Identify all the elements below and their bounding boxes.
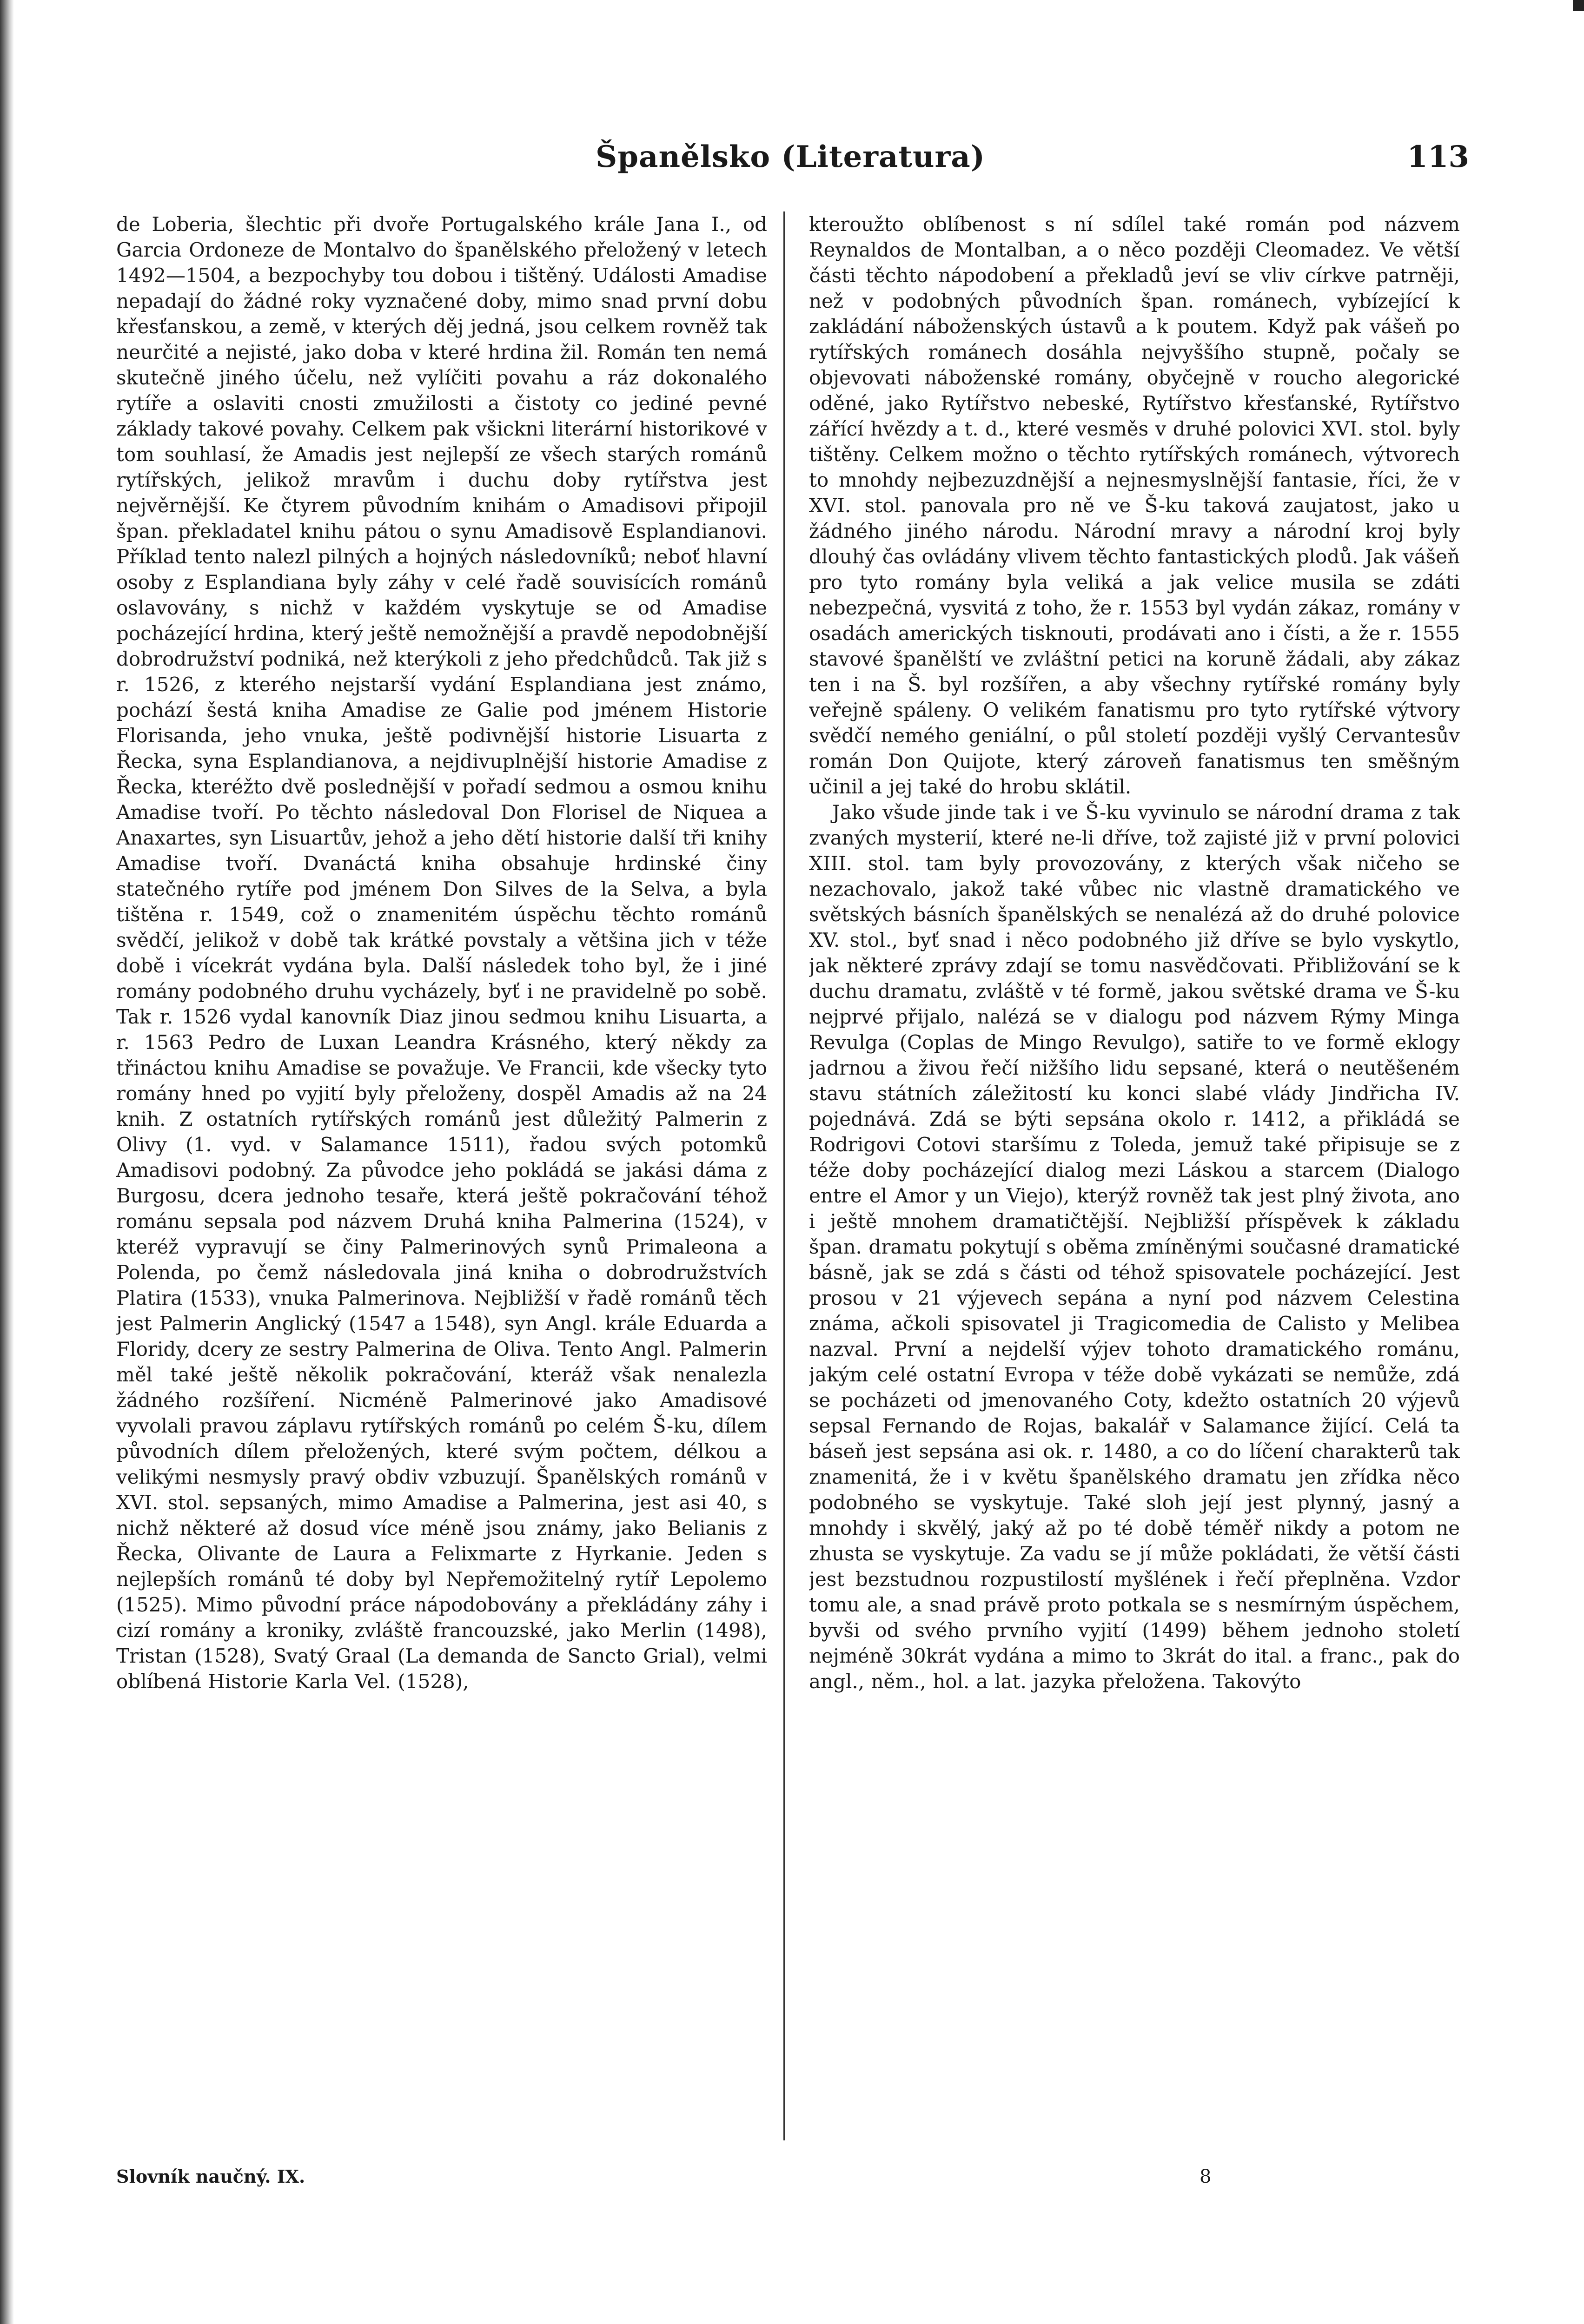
right-paragraph: Jako všude jinde tak i ve Š-ku vyvinulo se národní drama z tak zvaných mysterií, které ne-li dříve, tož zajisté již v první polovici XIII. stol. tam byly provozovány, z kterých však ničeho se nezachovalo, jakož také vůbec nic vlastně dramatického ve světských básních španělských se nenalézá až do druhé polovice XV. stol., byť snad i něco podobného již dříve se bylo vyskytlo, jak některé zprávy zdají se tomu nasvědčovati. Přibližování se k duchu dramatu, zvláště v té formě, jakou světské drama ve Š-ku nejprvé přijalo, nalézá se v dialogu pod názvem Rýmy Minga Revulga (Coplas de Mingo Revulgo), satiře to ve formě eklogy jadrnou a živou řečí nižšího lidu sepsané, která o neutěšeném stavu státních záležitostí ku konci slabé vlády Jindřicha IV. pojednává. Zdá se býti sepsána okolo r. 1412, a přikládá se Rodrigovi Cotovi staršímu z Toleda, jemuž také připisuje se z téže doby pocházející dialog mezi Láskou a starcem (Dialogo entre el Amor y un Viejo), kterýž rovněž tak jest plný života, ano i ještě mnohem dramatičtější. Nejbližší příspěvek k základu špan. dramatu pokytují s oběma zmíněnými současné dramatické básně, jak se zdá s části od téhož spisovatele pocházející. Jest prosou v 21 výjevech sepána a nyní pod názvem Celestina známa, ačkoli spisovatel ji Tragicomedia de Calisto y Melibea nazval. První a nejdelší výjev tohoto dramatického románu, jakým celé ostatní Evropa v téže době vykázati se nemůže, zdá se pocházeti od jmenovaného Coty, kdežto ostatních 20 výjevů sepsal Fernando de Rojas, bakalář v Salamance žijící. Celá ta báseň jest sepsána asi ok. r. 1480, a co do líčení charakterů tak znamenitá, že i v květu španělského dramatu jen zřídka něco podobného se vyskytuje. Také sloh její jest plynný, jasný a mnohdy i skvělý, jaký až po té době téměř nikdy a potom ne zhusta se vyskytuje. Za vadu se jí může pokládati, že větší části jest bezstudnou rozpustilostí myšlének i řečí přeplněna. Vzdor tomu ale, a snad právě proto potkala se s nesmírným úspěchem, byvši od svého prvního vyjití (1499) během jednoho století nejméně 30krát vydána a mimo to 3krát do ital. a franc., pak do angl., něm., hol. a lat. jazyka přeložena. Takovýto	[809, 801, 1460, 1693]
right-paragraph: kteroužto oblíbenost s ní sdílel také román pod názvem Reynaldos de Montalban, a o něco později Cleomadez. Ve větší části těchto nápodobení a překladů jeví se vliv církve patrněji, než v podobných původních špan. románech, vybízející k zakládání náboženských ústavů a k poutem. Když pak vášeň po rytířských románech dosáhla nejvyššího stupně, počaly se objevovati náboženské romány, obyčejně v roucho alegorické oděné, jako Rytířstvo nebeské, Rytířstvo křesťanské, Rytířstvo zářící hvězdy a t. d., které vesměs v druhé polovici XVI. stol. byly tištěny. Celkem možno o těchto rytířských románech, výtvorech to mnohdy nejbezuzdnější a nejnesmyslnější fantasie, říci, že v XVI. stol. panovala pro ně ve Š-ku taková zaujatost, jako u žádného jiného národu. Národní mravy a národní kroj byly dlouhý čas ovládány vlivem těchto fantastických plodů. Jak vášeň pro tyto romány byla veliká a jak velice musila se zdáti nebezpečná, vysvitá z toho, že r. 1553 byl vydán zákaz, romány v osadách amerických tisknouti, prodávati ano i čísti, a že r. 1555 stavové španělští ve zvláštní petici na koruně žádali, aby zákaz ten i na Š. byl rozšířen, a aby všechny rytířské romány byly veřejně spáleny. O velikém fanatismu pro tyto rytířské výtvory svědčí nemého geniální, o půl století později vyšlý Cervantesův román Don Quijote, který zároveň fanatismus ten směšným učinil a jej také do hrobu sklátil.	[809, 213, 1460, 798]
page-corner-mark	[1573, 0, 1584, 11]
page-number: 113	[1407, 139, 1469, 174]
left-paragraph: de Loberia, šlechtic při dvoře Portugalského krále Jana I., od Garcia Ordoneze de Montalvo do španělského přeložený v letech 1492—1504, a bezpochyby tou dobou i tištěný. Události Amadise nepadají do žádné roky vyznačené doby, mimo snad první dobu křesťanskou, a země, v kterých děj jedná, jsou celkem rovněž tak neurčité a nejisté, jako doba v které hrdina žil. Román ten nemá skutečně jiného účelu, než vylíčiti povahu a ráz dokonalého rytíře a oslaviti cnosti zmužilosti a čistoty co jediné pevné základy takové povahy. Celkem pak všickni literární historikové v tom souhlasí, že Amadis jest nejlepší ze všech starých románů rytířských, jelikož mravům i duchu doby rytířstva jest nejvěrnější. Ke čtyrem původním knihám o Amadisovi připojil špan. překladatel knihu pátou o synu Amadisově Esplandianovi. Příklad tento nalezl pilných a hojných následovníků; neboť hlavní osoby z Esplandiana byly záhy v celé řadě souvisících románů oslavovány, s nichž v každém vyskytuje se od Amadise pocházející hrdina, který ještě nemožnější a pravdě nepodobnější dobrodružství podniká, než kterýkoli z jeho předchůdců. Tak již s r. 1526, z kterého nejstarší vydání Esplandiana jest známo, pochází šestá kniha Amadise ze Galie pod jménem Historie Florisanda, jeho vnuka, ještě podivnější historie Lisuarta z Řecka, syna Esplandianova, a nejdivuplnější historie Amadise z Řecka, kteréžto dvě poslednější v pořadí sedmou a osmou knihu Amadise tvoří. Po těchto následoval Don Florisel de Niquea a Anaxartes, syn Lisuartův, jehož a jeho dětí historie další tři knihy Amadise tvoří. Dvanáctá kniha obsahuje hrdinské činy statečného rytíře pod jménem Don Silves de la Selva, a byla tištěna r. 1549, což o znamenitém úspěchu těchto románů svědčí, jelikož v době tak krátké povstaly a většina jich v téže době i vícekrát vydána byla. Další následek toho byl, že i jiné romány podobného druhu vycházely, byť i ne pravidelně po sobě. Tak r. 1526 vydal kanovník Diaz jinou sedmou knihu Lisuarta, a r. 1563 Pedro de Luxan Leandra Krásného, který někdy za třináctou knihu Amadise se považuje. Ve Francii, kde všecky tyto romány hned po vyjití byly přeloženy, dospěl Amadis až na 24 knih. Z ostatních rytířských románů jest důležitý Palmerin z Olivy (1. vyd. v Salamance 1511), řadou svých potomků Amadisovi podobný. Za původce jeho pokládá se jakási dáma z Burgosu, dcera jednoho tesaře, která ještě pokračování téhož románu sepsala pod názvem Druhá kniha Palmerina (1524), v kteréž vypravují se činy Palmerinových synů Primaleona a Polenda, po čemž následovala jiná kniha o dobrodružstvích Platira (1533), vnuka Palmerinova. Nejbližší v řadě románů těch jest Palmerin Anglický (1547 a 1548), syn Angl. krále Eduarda a Floridy, dcery ze sestry Palmerina de Oliva. Tento Angl. Palmerin měl také ještě několik pokračování, kteráž však nenalezla žádného rozšíření. Nicméně Palmerinové jako Amadisové vyvolali pravou záplavu rytířských románů po celém Š-ku, dílem původních dílem přeložených, které svým počtem, délkou a velikými nesmysly pravý obdiv vzbuzují. Španělských románů v XVI. stol. sepsaných, mimo Amadise a Palmerina, jest asi 40, s nichž některé až dosud více méně jsou známy, jako Belianis z Řecka, Olivante de Laura a Felixmarte z Hyrkanie. Jeden s nejlepších románů té doby byl Nepřemožitelný rytíř Lepolemo (1525). Mimo původní práce nápodobovány a překládány záhy i cizí romány a kroniky, zvláště francouzské, jako Merlin (1498), Tristan (1528), Svatý Graal (La demanda de Sancto Grial), velmi oblíbená Historie Karla Vel. (1528),	[116, 213, 767, 1693]
footer-signature-number: 8	[1200, 2166, 1212, 2187]
right-column	[809, 211, 1460, 2178]
page-header	[112, 139, 1469, 186]
left-column	[116, 211, 767, 2178]
text-columns	[116, 211, 1474, 2178]
footer-signature-title: Slovník naučný. IX.	[116, 2166, 305, 2187]
page-footer	[116, 2166, 1474, 2194]
running-title: Španělsko (Literatura)	[596, 139, 985, 174]
page-binding-edge	[0, 0, 14, 2324]
